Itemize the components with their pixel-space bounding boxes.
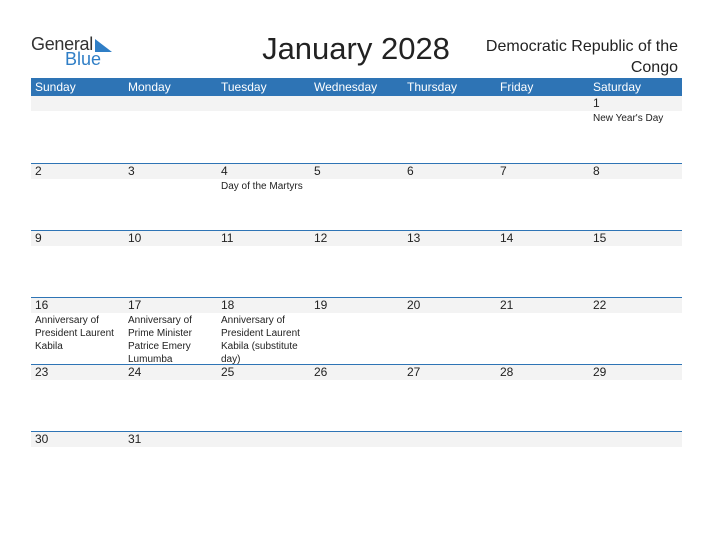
day-cell [403,365,496,431]
day-cell [589,96,682,162]
day-number: 26 [314,365,328,379]
day-cell [31,164,124,230]
week-row [31,96,682,163]
day-number: 20 [407,298,421,312]
week-cells [31,164,682,230]
day-number: 4 [221,164,228,178]
day-cell [310,164,403,230]
day-number: 16 [35,298,49,312]
calendar-weeks [31,96,682,498]
calendar [31,78,682,498]
day-cell [496,365,589,431]
day-cell [310,231,403,297]
day-cell [31,96,124,162]
day-cell [403,298,496,364]
weekday-header [31,78,682,96]
logo-general-text: General [31,34,93,54]
day-number: 14 [500,231,514,245]
day-number: 7 [500,164,507,178]
week-cells [31,298,682,364]
day-number: 1 [593,96,600,110]
day-cell [403,432,496,498]
holiday-label: New Year's Day [593,113,664,124]
day-number: 8 [593,164,600,178]
day-cell [310,432,403,498]
weekday-tuesday: Tuesday [221,80,267,94]
day-cell [217,96,310,162]
week-cells [31,96,682,162]
day-cell [31,365,124,431]
day-cell [496,432,589,498]
day-cell [496,231,589,297]
day-number: 27 [407,365,421,379]
day-cell [310,96,403,162]
week-cells [31,231,682,297]
day-cell [403,231,496,297]
day-number: 22 [593,298,607,312]
day-number: 30 [35,432,49,446]
week-row [31,431,682,498]
weekday-wednesday: Wednesday [314,80,378,94]
day-cell [496,96,589,162]
weekday-saturday: Saturday [593,80,642,94]
weekday-friday: Friday [500,80,534,94]
day-number: 23 [35,365,49,379]
day-number: 13 [407,231,421,245]
day-events [128,314,217,366]
day-cell [589,298,682,364]
day-number: 29 [593,365,607,379]
holiday-label: Anniversary of President Laurent Kabila (substitute day) [221,315,300,365]
day-number: 2 [35,164,42,178]
day-cell [217,164,310,230]
day-cell [124,164,217,230]
day-cell [124,231,217,297]
day-number: 12 [314,231,328,245]
day-cell [217,231,310,297]
day-cell [310,365,403,431]
day-cell [217,365,310,431]
weekday-monday: Monday [128,80,171,94]
day-events [221,314,310,366]
day-cell [589,164,682,230]
day-cell [403,164,496,230]
day-cell [589,365,682,431]
day-number: 15 [593,231,607,245]
day-cell [589,432,682,498]
week-row [31,163,682,230]
weekday-thursday: Thursday [407,80,458,94]
day-number: 17 [128,298,142,312]
day-cell [496,298,589,364]
day-cell [217,298,310,364]
weekday-sunday: Sunday [35,80,76,94]
day-cell [310,298,403,364]
day-cell [124,96,217,162]
holiday-label: Day of the Martyrs [221,181,303,192]
day-number: 28 [500,365,514,379]
day-number: 24 [128,365,142,379]
day-events [593,112,682,125]
holiday-label: Anniversary of Prime Minister Patrice Emery Lumumba [128,315,192,365]
day-number: 9 [35,231,42,245]
week-row [31,364,682,431]
week-cells [31,365,682,431]
day-number: 3 [128,164,135,178]
day-cell [31,231,124,297]
country-name: Democratic Republic of the Congo [485,38,678,76]
day-cell [589,231,682,297]
week-row [31,297,682,364]
day-cell [31,298,124,364]
day-number: 10 [128,231,142,245]
day-number: 31 [128,432,142,446]
day-cell [124,432,217,498]
day-number: 21 [500,298,514,312]
day-cell [124,298,217,364]
day-cell [496,164,589,230]
day-cell [217,432,310,498]
day-events [35,314,124,353]
day-number: 19 [314,298,328,312]
day-cell [403,96,496,162]
week-cells [31,432,682,498]
day-number: 6 [407,164,414,178]
day-cell [124,365,217,431]
day-number: 18 [221,298,235,312]
day-events [221,180,310,193]
day-number: 5 [314,164,321,178]
logo-blue-text: Blue [65,49,102,69]
day-number: 11 [221,231,234,245]
page-title: January 2028 [262,31,450,66]
holiday-label: Anniversary of President Laurent Kabila [35,315,114,352]
week-row [31,230,682,297]
day-cell [31,432,124,498]
day-number: 25 [221,365,235,379]
